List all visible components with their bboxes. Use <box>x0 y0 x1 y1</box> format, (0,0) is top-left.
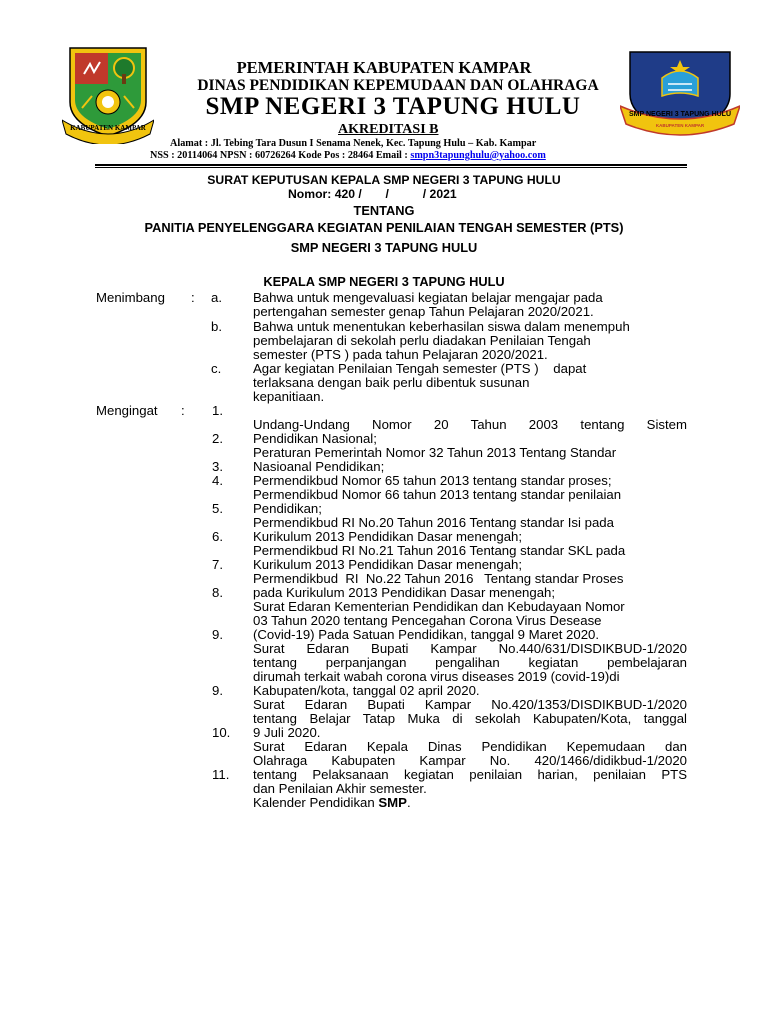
mengingat-line: 9 Juli 2020. <box>253 725 321 740</box>
list-marker: 5. <box>212 501 223 516</box>
mengingat-line: Nasioanal Pendidikan; <box>253 459 385 474</box>
mengingat-line: (Covid-19) Pada Satuan Pendidikan, tanggal 9 Maret 2020. <box>253 627 600 642</box>
mengingat-line: tentang Belajar Tatap Muka di sekolah Kabupaten/Kota, tanggal <box>253 711 687 726</box>
menimbang-line: semester (PTS ) pada tahun Pelajaran 2020/2021. <box>253 347 548 362</box>
letterhead-rule <box>95 164 687 166</box>
mengingat-line: dirumah terkait wabah corona virus diseases 2019 (covid-19)di <box>253 669 620 684</box>
decree-title: SURAT KEPUTUSAN KEPALA SMP NEGERI 3 TAPUNG HULU <box>207 173 561 187</box>
left-logo-banner: KABUPATEN KAMPAR <box>70 124 146 132</box>
decree-number: Nomor: 420 / / / 2021 <box>288 187 457 201</box>
letterhead-ids <box>150 150 546 162</box>
mengingat-line: Kurikulum 2013 Pendidikan Dasar menengah; <box>253 529 523 544</box>
menimbang-label: Menimbang <box>96 290 165 305</box>
mengingat-line-last <box>253 795 411 810</box>
letterhead-department: DINAS PENDIDIKAN KEPEMUDAAN DAN OLAHRAGA <box>197 77 599 94</box>
menimbang-line: Bahwa untuk mengevaluasi kegiatan belajar mengajar pada <box>253 290 603 305</box>
list-marker: 3. <box>212 459 223 474</box>
menimbang-colon: : <box>191 290 195 305</box>
mengingat-label: Mengingat <box>96 403 158 418</box>
mengingat-line: Kabupaten/kota, tanggal 02 april 2020. <box>253 683 480 698</box>
mengingat-line: 03 Tahun 2020 tentang Pencegahan Corona Virus Desease <box>253 613 602 628</box>
accreditation-label: AKREDITASI B <box>338 122 439 137</box>
decree-authority: KEPALA SMP NEGERI 3 TAPUNG HULU <box>263 274 505 289</box>
mengingat-line-last-text: Kalender Pendidikan <box>253 795 379 810</box>
mengingat-colon: : <box>181 403 185 418</box>
list-marker: 9. <box>212 683 223 698</box>
right-logo-banner-bottom: KABUPATEN KAMPAR <box>655 123 705 128</box>
mengingat-line-last-bold: SMP <box>378 795 407 810</box>
mengingat-line: Surat Edaran Bupati Kampar No.420/1353/DISDIKBUD-1/2020 <box>253 697 687 712</box>
list-marker: b. <box>211 319 222 334</box>
list-marker: 8. <box>212 585 223 600</box>
menimbang-line: Agar kegiatan Penilaian Tengah semester (PTS ) dapat <box>253 361 587 376</box>
right-logo-banner-top: SMP NEGERI 3 TAPUNG HULU <box>628 111 732 118</box>
decree-about: TENTANG <box>353 203 415 218</box>
mengingat-line-last-end: . <box>406 795 411 810</box>
letterhead-address: Alamat : Jl. Tebing Tara Dusun I Senama Nenek, Kec. Tapung Hulu – Kab. Kampar <box>170 138 537 149</box>
mengingat-line: dan Penilaian Akhir semester. <box>253 781 427 796</box>
letterhead-rule-thin <box>95 167 687 168</box>
list-marker: 6. <box>212 529 223 544</box>
mengingat-line: Olahraga Kabupaten Kampar No. 420/1466/didikbud-1/2020 <box>253 753 687 768</box>
mengingat-line: Permendikbud RI No.20 Tahun 2016 Tentang standar Isi pada <box>253 515 614 530</box>
menimbang-line: pertengahan semester genap Tahun Pelajaran 2020/2021. <box>253 304 594 319</box>
list-marker: 9. <box>212 627 223 642</box>
mengingat-line: Pendidikan Nasional; <box>253 431 377 446</box>
list-marker: 10. <box>212 725 231 740</box>
decree-school: SMP NEGERI 3 TAPUNG HULU <box>290 240 478 255</box>
list-marker: a. <box>211 290 222 305</box>
mengingat-line: Pendidikan; <box>253 501 322 516</box>
menimbang-line: Bahwa untuk menentukan keberhasilan siswa dalam menempuh <box>253 319 630 334</box>
mengingat-line: tentang Pelaksanaan kegiatan penilaian harian, penilaian PTS <box>253 767 687 782</box>
mengingat-line: Surat Edaran Bupati Kampar No.440/631/DISDIKBUD-1/2020 <box>253 641 687 656</box>
decree-subject: PANITIA PENYELENGGARA KEGIATAN PENILAIAN TENGAH SEMESTER (PTS) <box>144 220 624 235</box>
menimbang-line: terlaksana dengan baik perlu dibentuk susunan <box>253 375 530 390</box>
mengingat-line: pada Kurikulum 2013 Pendidikan Dasar menengah; <box>253 585 556 600</box>
mengingat-line: Permendikbud Nomor 65 tahun 2013 tentang standar proses; <box>253 473 612 488</box>
letterhead-school-name: SMP NEGERI 3 TAPUNG HULU <box>205 93 581 120</box>
mengingat-line: Kurikulum 2013 Pendidikan Dasar menengah; <box>253 557 523 572</box>
mengingat-line: Permendikbud RI No.21 Tahun 2016 Tentang standar SKL pada <box>253 543 626 558</box>
list-marker: 7. <box>212 557 223 572</box>
letterhead-government: PEMERINTAH KABUPATEN KAMPAR <box>236 58 532 77</box>
list-marker: 4. <box>212 473 223 488</box>
mengingat-line: Permendikbud Nomor 66 tahun 2013 tentang standar penilaian <box>253 487 622 502</box>
letterhead-ids-text: NSS : 20114064 NPSN : 60726264 Kode Pos : 28464 Email : <box>150 150 411 161</box>
menimbang-line: kepanitiaan. <box>253 389 325 404</box>
list-marker: 1. <box>212 403 223 418</box>
menimbang-line: pembelajaran di sekolah perlu diadakan Penilaian Tengah <box>253 333 591 348</box>
list-marker: 2. <box>212 431 223 446</box>
mengingat-line: Surat Edaran Kementerian Pendidikan dan Kebudayaan Nomor <box>253 599 625 614</box>
list-marker: 11. <box>212 767 230 782</box>
mengingat-line: Undang-Undang Nomor 20 Tahun 2003 tentang Sistem <box>253 417 687 432</box>
mengingat-line: Peraturan Pemerintah Nomor 32 Tahun 2013 Tentang Standar <box>253 445 617 460</box>
list-marker: c. <box>211 361 222 376</box>
mengingat-line: Permendikbud RI No.22 Tahun 2016 Tentang standar Proses <box>253 571 624 586</box>
mengingat-line: tentang perpanjangan pengalihan kegiatan pembelajaran <box>253 655 687 670</box>
mengingat-line: Surat Edaran Kepala Dinas Pendidikan Kepemudaan dan <box>253 739 687 754</box>
school-email-link[interactable]: smpn3tapunghulu@yahoo.com <box>410 150 546 161</box>
